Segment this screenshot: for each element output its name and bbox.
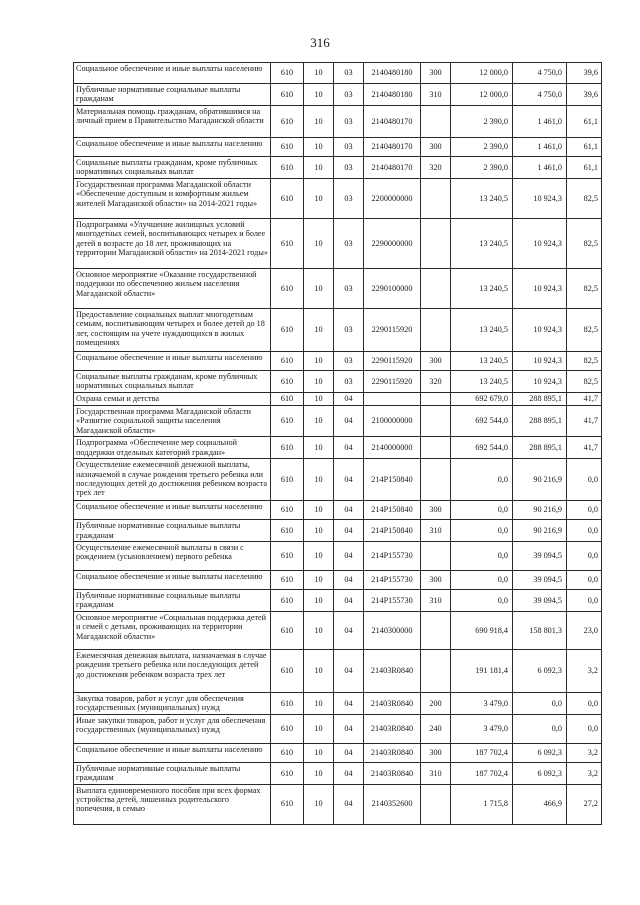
row-executed-amount: 39 094,5 [513, 541, 567, 570]
row-execution-percent: 82,5 [567, 268, 602, 308]
row-executed-amount: 466,9 [513, 784, 567, 824]
row-planned-amount: 0,0 [451, 541, 513, 570]
row-subsection-code: 04 [334, 692, 364, 714]
table-row [74, 437, 602, 459]
row-section-code: 10 [304, 570, 334, 589]
row-target-article: 214P150840 [364, 459, 421, 501]
row-section-code: 10 [304, 178, 334, 218]
row-grbs-code: 610 [271, 784, 304, 824]
row-grbs-code: 610 [271, 370, 304, 392]
row-executed-amount: 288 895,1 [513, 392, 567, 405]
table-row [74, 405, 602, 436]
row-executed-amount: 10 924,3 [513, 351, 567, 370]
row-subsection-code: 04 [334, 714, 364, 743]
row-planned-amount: 3 479,0 [451, 714, 513, 743]
row-execution-percent: 39,6 [567, 63, 602, 84]
row-executed-amount: 158 801,3 [513, 611, 567, 649]
row-planned-amount: 692 544,0 [451, 437, 513, 459]
table-row [74, 692, 602, 714]
row-target-article: 2140300000 [364, 611, 421, 649]
row-grbs-code: 610 [271, 743, 304, 762]
row-executed-amount: 0,0 [513, 714, 567, 743]
row-grbs-code: 610 [271, 611, 304, 649]
row-executed-amount: 10 924,3 [513, 268, 567, 308]
row-section-code: 10 [304, 784, 334, 824]
row-executed-amount: 1 461,0 [513, 137, 567, 156]
row-planned-amount: 13 240,5 [451, 351, 513, 370]
row-name: Иные закупки товаров, работ и услуг для обеспечения государственных (муниципальных) нужд [74, 714, 271, 743]
row-execution-percent: 39,6 [567, 84, 602, 106]
row-section-code: 10 [304, 649, 334, 692]
row-expense-type [421, 218, 451, 268]
row-planned-amount: 12 000,0 [451, 63, 513, 84]
row-planned-amount: 0,0 [451, 589, 513, 611]
table-row [74, 649, 602, 692]
row-execution-percent: 0,0 [567, 501, 602, 520]
row-grbs-code: 610 [271, 714, 304, 743]
row-target-article: 214P155730 [364, 570, 421, 589]
row-name: Социальные выплаты гражданам, кроме публичных нормативных социальных выплат [74, 370, 271, 392]
row-expense-type: 200 [421, 692, 451, 714]
row-name: Социальные выплаты гражданам, кроме публичных нормативных социальных выплат [74, 156, 271, 178]
table-row [74, 137, 602, 156]
row-planned-amount: 191 181,4 [451, 649, 513, 692]
row-section-code: 10 [304, 308, 334, 351]
row-target-article: 214P155730 [364, 589, 421, 611]
row-name: Осуществление ежемесячной денежной выплаты, назначаемой в случае рождения третьего ребенка или последующих детей до достижения ребенком возраста трех лет [74, 459, 271, 501]
row-name: Социальное обеспечение и иные выплаты населению [74, 351, 271, 370]
row-section-code: 10 [304, 405, 334, 436]
row-section-code: 10 [304, 520, 334, 542]
row-expense-type: 300 [421, 63, 451, 84]
row-grbs-code: 610 [271, 178, 304, 218]
row-target-article: 21403R0840 [364, 692, 421, 714]
row-target-article [364, 392, 421, 405]
row-target-article: 2140480170 [364, 137, 421, 156]
row-planned-amount: 13 240,5 [451, 308, 513, 351]
row-expense-type [421, 105, 451, 137]
row-subsection-code: 04 [334, 405, 364, 436]
row-execution-percent: 0,0 [567, 714, 602, 743]
row-expense-type: 300 [421, 743, 451, 762]
row-planned-amount: 187 702,4 [451, 762, 513, 784]
row-target-article: 21403R0840 [364, 649, 421, 692]
row-subsection-code: 04 [334, 743, 364, 762]
row-expense-type: 310 [421, 520, 451, 542]
row-target-article: 2140480170 [364, 156, 421, 178]
row-planned-amount: 2 390,0 [451, 105, 513, 137]
row-section-code: 10 [304, 714, 334, 743]
table-row [74, 84, 602, 106]
row-section-code: 10 [304, 743, 334, 762]
row-grbs-code: 610 [271, 405, 304, 436]
row-expense-type: 320 [421, 156, 451, 178]
row-section-code: 10 [304, 437, 334, 459]
row-grbs-code: 610 [271, 308, 304, 351]
row-subsection-code: 04 [334, 649, 364, 692]
row-subsection-code: 04 [334, 501, 364, 520]
budget-execution-table [73, 62, 602, 825]
row-section-code: 10 [304, 268, 334, 308]
row-subsection-code: 04 [334, 541, 364, 570]
row-planned-amount: 12 000,0 [451, 84, 513, 106]
row-execution-percent: 23,0 [567, 611, 602, 649]
table-row [74, 714, 602, 743]
row-execution-percent: 41,7 [567, 405, 602, 436]
row-planned-amount: 13 240,5 [451, 178, 513, 218]
row-expense-type [421, 268, 451, 308]
row-grbs-code: 610 [271, 589, 304, 611]
row-grbs-code: 610 [271, 501, 304, 520]
table-body [74, 63, 602, 825]
row-grbs-code: 610 [271, 392, 304, 405]
row-execution-percent: 61,1 [567, 156, 602, 178]
row-subsection-code: 03 [334, 308, 364, 351]
row-subsection-code: 03 [334, 137, 364, 156]
row-grbs-code: 610 [271, 692, 304, 714]
row-grbs-code: 610 [271, 437, 304, 459]
row-expense-type: 300 [421, 137, 451, 156]
row-grbs-code: 610 [271, 105, 304, 137]
row-target-article: 2140000000 [364, 437, 421, 459]
row-execution-percent: 0,0 [567, 541, 602, 570]
row-planned-amount: 3 479,0 [451, 692, 513, 714]
row-planned-amount: 187 702,4 [451, 743, 513, 762]
row-section-code: 10 [304, 137, 334, 156]
table-row [74, 541, 602, 570]
row-executed-amount: 4 750,0 [513, 84, 567, 106]
row-target-article: 2290000000 [364, 218, 421, 268]
row-executed-amount: 39 094,5 [513, 570, 567, 589]
row-subsection-code: 03 [334, 268, 364, 308]
row-grbs-code: 610 [271, 570, 304, 589]
row-name: Социальное обеспечение и иные выплаты населению [74, 743, 271, 762]
row-name: Основное мероприятие «Социальная поддержка детей и семей с детьми, проживающих на территории Магаданской области» [74, 611, 271, 649]
row-execution-percent: 82,5 [567, 370, 602, 392]
row-section-code: 10 [304, 63, 334, 84]
row-grbs-code: 610 [271, 520, 304, 542]
row-target-article: 2140480180 [364, 63, 421, 84]
row-name: Публичные нормативные социальные выплаты гражданам [74, 520, 271, 542]
row-target-article: 214P150840 [364, 520, 421, 542]
table-row [74, 392, 602, 405]
row-executed-amount: 90 216,9 [513, 459, 567, 501]
row-expense-type: 240 [421, 714, 451, 743]
row-expense-type [421, 392, 451, 405]
row-name: Подпрограмма «Улучшение жилищных условий многодетных семей, воспитывающих четырех и более детей в возрасте до 18 лет, проживающих на территории Магаданской области» на 2014-2021 годы» [74, 218, 271, 268]
row-name: Подпрограмма «Обеспечение мер социальной поддержки отдельных категорий граждан» [74, 437, 271, 459]
row-section-code: 10 [304, 392, 334, 405]
table-row [74, 501, 602, 520]
row-grbs-code: 610 [271, 762, 304, 784]
row-executed-amount: 1 461,0 [513, 105, 567, 137]
row-subsection-code: 03 [334, 105, 364, 137]
row-target-article: 21403R0840 [364, 762, 421, 784]
row-grbs-code: 610 [271, 218, 304, 268]
row-execution-percent: 82,5 [567, 351, 602, 370]
row-planned-amount: 0,0 [451, 459, 513, 501]
row-name: Ежемесячная денежная выплата, назначаемая в случае рождения третьего ребенка или последующих детей до достижения ребенком возраста трех лет [74, 649, 271, 692]
row-planned-amount: 2 390,0 [451, 137, 513, 156]
row-expense-type: 300 [421, 501, 451, 520]
row-planned-amount: 13 240,5 [451, 370, 513, 392]
row-name: Охрана семьи и детства [74, 392, 271, 405]
row-name: Предоставление социальных выплат многодетным семьям, воспитывающим четырех и более детей до 18 лет, состоящим на учете нуждающихся в жилых помещениях [74, 308, 271, 351]
row-executed-amount: 288 895,1 [513, 437, 567, 459]
row-section-code: 10 [304, 692, 334, 714]
row-execution-percent: 3,2 [567, 743, 602, 762]
row-target-article: 2200000000 [364, 178, 421, 218]
row-executed-amount: 90 216,9 [513, 501, 567, 520]
row-execution-percent: 0,0 [567, 459, 602, 501]
row-target-article: 2290115920 [364, 351, 421, 370]
row-subsection-code: 04 [334, 762, 364, 784]
row-section-code: 10 [304, 459, 334, 501]
row-grbs-code: 610 [271, 268, 304, 308]
row-name: Публичные нормативные социальные выплаты гражданам [74, 589, 271, 611]
row-execution-percent: 82,5 [567, 218, 602, 268]
row-subsection-code: 04 [334, 459, 364, 501]
row-subsection-code: 03 [334, 63, 364, 84]
table-row [74, 105, 602, 137]
table-row [74, 459, 602, 501]
row-name: Публичные нормативные социальные выплаты гражданам [74, 84, 271, 106]
row-expense-type [421, 405, 451, 436]
table-row [74, 762, 602, 784]
row-name: Государственная программа Магаданской области «Развитие социальной защиты населения Магаданской области» [74, 405, 271, 436]
row-expense-type: 310 [421, 589, 451, 611]
row-expense-type: 300 [421, 351, 451, 370]
row-executed-amount: 4 750,0 [513, 63, 567, 84]
table-row [74, 570, 602, 589]
row-grbs-code: 610 [271, 63, 304, 84]
row-section-code: 10 [304, 611, 334, 649]
row-grbs-code: 610 [271, 459, 304, 501]
row-target-article: 21403R0840 [364, 743, 421, 762]
row-section-code: 10 [304, 156, 334, 178]
row-name: Социальное обеспечение и иные выплаты населению [74, 137, 271, 156]
row-planned-amount: 0,0 [451, 520, 513, 542]
row-name: Публичные нормативные социальные выплаты гражданам [74, 762, 271, 784]
row-execution-percent: 0,0 [567, 589, 602, 611]
table-row [74, 589, 602, 611]
row-subsection-code: 04 [334, 589, 364, 611]
row-target-article: 2290115920 [364, 308, 421, 351]
budget-table-container [73, 62, 601, 825]
row-name: Выплата единовременного пособия при всех формах устройства детей, лишенных родительского попечения, в семью [74, 784, 271, 824]
row-section-code: 10 [304, 589, 334, 611]
table-row [74, 743, 602, 762]
row-section-code: 10 [304, 218, 334, 268]
row-executed-amount: 10 924,3 [513, 370, 567, 392]
row-planned-amount: 13 240,5 [451, 218, 513, 268]
row-section-code: 10 [304, 762, 334, 784]
row-executed-amount: 90 216,9 [513, 520, 567, 542]
row-expense-type: 320 [421, 370, 451, 392]
row-executed-amount: 1 461,0 [513, 156, 567, 178]
row-section-code: 10 [304, 105, 334, 137]
row-expense-type [421, 784, 451, 824]
row-execution-percent: 27,2 [567, 784, 602, 824]
row-executed-amount: 10 924,3 [513, 308, 567, 351]
row-planned-amount: 2 390,0 [451, 156, 513, 178]
row-execution-percent: 82,5 [567, 308, 602, 351]
row-section-code: 10 [304, 501, 334, 520]
row-executed-amount: 0,0 [513, 692, 567, 714]
row-expense-type [421, 611, 451, 649]
row-planned-amount: 13 240,5 [451, 268, 513, 308]
row-target-article: 2290115920 [364, 370, 421, 392]
row-planned-amount: 1 715,8 [451, 784, 513, 824]
row-grbs-code: 610 [271, 156, 304, 178]
table-row [74, 784, 602, 824]
row-execution-percent: 3,2 [567, 649, 602, 692]
row-expense-type [421, 178, 451, 218]
row-subsection-code: 03 [334, 84, 364, 106]
row-grbs-code: 610 [271, 351, 304, 370]
row-target-article: 2100000000 [364, 405, 421, 436]
row-planned-amount: 690 918,4 [451, 611, 513, 649]
row-name: Социальное обеспечение и иные выплаты населению [74, 63, 271, 84]
row-execution-percent: 0,0 [567, 692, 602, 714]
row-target-article: 21403R0840 [364, 714, 421, 743]
table-row [74, 63, 602, 84]
row-planned-amount: 0,0 [451, 501, 513, 520]
table-row [74, 308, 602, 351]
row-executed-amount: 10 924,3 [513, 178, 567, 218]
row-subsection-code: 04 [334, 520, 364, 542]
table-row [74, 611, 602, 649]
row-execution-percent: 3,2 [567, 762, 602, 784]
table-row [74, 156, 602, 178]
row-name: Закупка товаров, работ и услуг для обеспечения государственных (муниципальных) нужд [74, 692, 271, 714]
row-execution-percent: 0,0 [567, 520, 602, 542]
row-execution-percent: 41,7 [567, 392, 602, 405]
row-subsection-code: 03 [334, 156, 364, 178]
row-expense-type [421, 437, 451, 459]
row-executed-amount: 6 092,3 [513, 743, 567, 762]
row-subsection-code: 03 [334, 351, 364, 370]
row-subsection-code: 03 [334, 370, 364, 392]
row-expense-type [421, 459, 451, 501]
row-expense-type [421, 649, 451, 692]
row-planned-amount: 0,0 [451, 570, 513, 589]
row-name: Социальное обеспечение и иные выплаты населению [74, 570, 271, 589]
row-grbs-code: 610 [271, 541, 304, 570]
table-row [74, 370, 602, 392]
page-number: 316 [310, 35, 330, 50]
row-name: Социальное обеспечение и иные выплаты населению [74, 501, 271, 520]
row-planned-amount: 692 544,0 [451, 405, 513, 436]
table-row [74, 268, 602, 308]
row-target-article: 2140352600 [364, 784, 421, 824]
row-target-article: 2140480170 [364, 105, 421, 137]
row-execution-percent: 41,7 [567, 437, 602, 459]
row-subsection-code: 04 [334, 437, 364, 459]
row-name: Основное мероприятие «Оказание государственной поддержки по обеспечению жильем населения Магаданской области» [74, 268, 271, 308]
row-subsection-code: 03 [334, 178, 364, 218]
row-grbs-code: 610 [271, 84, 304, 106]
row-expense-type [421, 308, 451, 351]
row-subsection-code: 03 [334, 218, 364, 268]
row-grbs-code: 610 [271, 649, 304, 692]
row-section-code: 10 [304, 370, 334, 392]
row-target-article: 214P150840 [364, 501, 421, 520]
row-subsection-code: 04 [334, 392, 364, 405]
row-planned-amount: 692 679,0 [451, 392, 513, 405]
row-subsection-code: 04 [334, 570, 364, 589]
row-target-article: 214P155730 [364, 541, 421, 570]
row-executed-amount: 6 092,3 [513, 649, 567, 692]
row-executed-amount: 39 094,5 [513, 589, 567, 611]
row-execution-percent: 0,0 [567, 570, 602, 589]
row-section-code: 10 [304, 84, 334, 106]
row-expense-type: 310 [421, 762, 451, 784]
table-row [74, 218, 602, 268]
row-execution-percent: 61,1 [567, 137, 602, 156]
row-subsection-code: 04 [334, 611, 364, 649]
row-execution-percent: 82,5 [567, 178, 602, 218]
row-executed-amount: 6 092,3 [513, 762, 567, 784]
row-executed-amount: 10 924,3 [513, 218, 567, 268]
row-name: Материальная помощь гражданам, обратившимся на личный прием в Правительство Магаданской области [74, 105, 271, 137]
table-row [74, 520, 602, 542]
row-subsection-code: 04 [334, 784, 364, 824]
row-grbs-code: 610 [271, 137, 304, 156]
row-name: Осуществление ежемесячной выплаты в связи с рождением (усыновлением) первого ребенка [74, 541, 271, 570]
row-executed-amount: 288 895,1 [513, 405, 567, 436]
row-execution-percent: 61,1 [567, 105, 602, 137]
row-section-code: 10 [304, 541, 334, 570]
row-expense-type: 310 [421, 84, 451, 106]
row-expense-type [421, 541, 451, 570]
row-name: Государственная программа Магаданской области «Обеспечение доступным и комфортным жильем жителей Магаданской области» на 2014-2021 годы» [74, 178, 271, 218]
row-target-article: 2140480180 [364, 84, 421, 106]
row-target-article: 2290100000 [364, 268, 421, 308]
table-row [74, 178, 602, 218]
row-expense-type: 300 [421, 570, 451, 589]
table-row [74, 351, 602, 370]
row-section-code: 10 [304, 351, 334, 370]
